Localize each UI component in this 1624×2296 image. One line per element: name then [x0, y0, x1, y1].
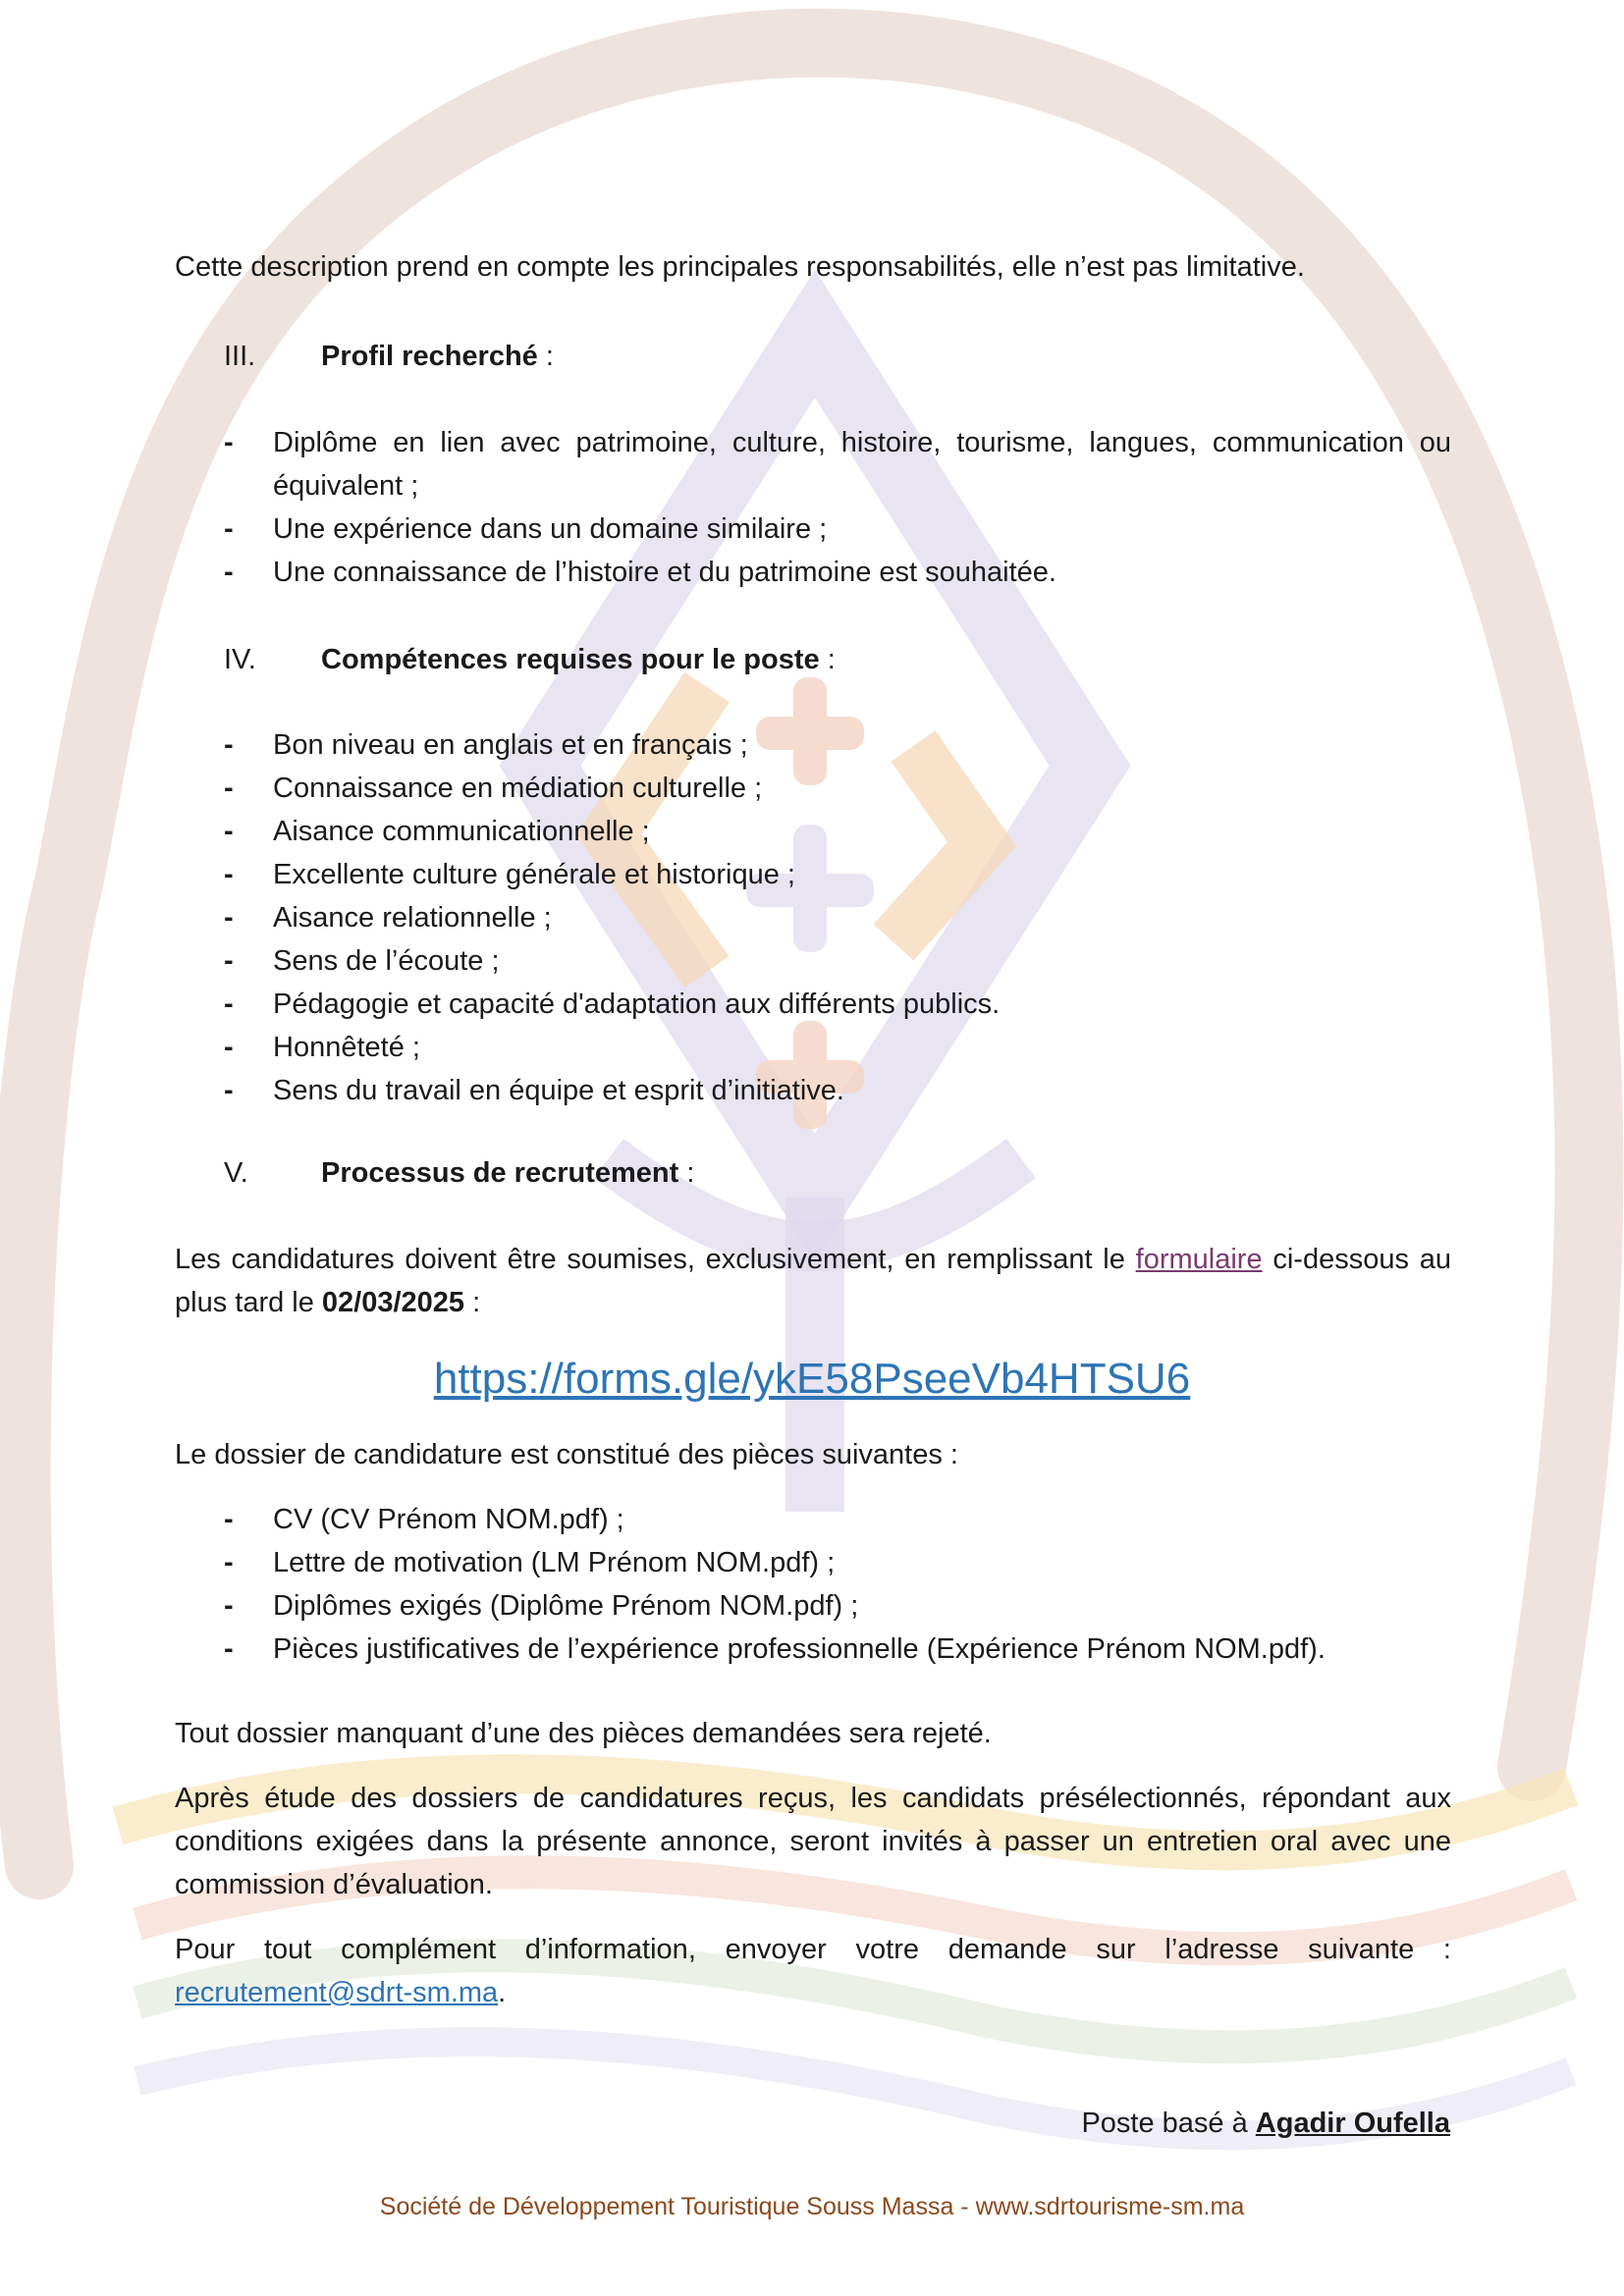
list-item: - Une connaissance de l’histoire et du patrimoine est souhaitée. — [224, 557, 1056, 588]
list-item: - Sens de l’écoute ; — [224, 945, 500, 977]
deadline-date: 02/03/2025 — [321, 1287, 465, 1318]
section-title: Profil recherché : — [321, 341, 554, 372]
list-item: - Excellente culture générale et historique ; — [224, 859, 795, 890]
list-item: - Bon niveau en anglais et en français ; — [224, 729, 748, 761]
list-item: - Diplôme en lien avec patrimoine, culture, histoire, tourisme, langues, communication ou équivalent ; — [224, 427, 1451, 502]
candidature-paragraph: Les candidatures doivent être soumises, exclusivement, en remplissant le formulaire ci-dessous au plus tard le 02/03/2025 : — [175, 1244, 1451, 1318]
poste-location: Poste basé à Agadir Oufella — [1081, 2108, 1450, 2139]
contact-paragraph: Pour tout complément d’information, envoyer votre demande sur l’adresse suivante : recrutement@sdrt-sm.ma. — [175, 1934, 1451, 2008]
list-item: - Aisance relationnelle ; — [224, 902, 552, 934]
form-url-link[interactable]: https://forms.gle/ykE58PseeVb4HTSU6 — [433, 1355, 1191, 1403]
section-title: Compétences requises pour le poste : — [321, 644, 836, 675]
list-item: - Lettre de motivation (LM Prénom NOM.pdf) ; — [224, 1547, 836, 1578]
list-item: - Une expérience dans un domaine similaire ; — [224, 513, 828, 545]
list-item: - Pédagogie et capacité d'adaptation aux différents publics. — [224, 988, 1001, 1020]
apres-paragraph: Après étude des dossiers de candidatures reçus, les candidats présélectionnés, répondant aux conditions exigées dans la présente annonce, seront invités à passer un entretien oral avec une commission d’évaluation. — [175, 1783, 1451, 1900]
page-footer: Société de Développement Touristique Souss Massa - www.sdrtourisme-sm.ma — [379, 2193, 1245, 2220]
section-number: III. — [224, 341, 256, 372]
profil-list — [0, 421, 1624, 594]
list-item: - Connaissance en médiation culturelle ; — [224, 773, 763, 804]
pieces-list — [0, 1498, 1624, 1671]
list-item: - Pièces justificatives de l’expérience professionnelle (Expérience Prénom NOM.pdf). — [224, 1633, 1326, 1665]
dossier-intro: Le dossier de candidature est constitué des pièces suivantes : — [175, 1439, 958, 1470]
list-item: - Honnêteté ; — [224, 1032, 420, 1063]
section-number: V. — [224, 1157, 248, 1189]
section-number: IV. — [224, 644, 256, 675]
intro-paragraph: Cette description prend en compte les principales responsabilités, elle n’est pas limitative. — [175, 251, 1305, 283]
list-item: - CV (CV Prénom NOM.pdf) ; — [224, 1504, 624, 1535]
list-item: - Diplômes exigés (Diplôme Prénom NOM.pdf) ; — [224, 1590, 859, 1622]
list-item: - Aisance communicationnelle ; — [224, 816, 650, 847]
email-link[interactable]: recrutement@sdrt-sm.ma — [175, 1977, 499, 2008]
list-item: - Sens du travail en équipe et esprit d’initiative. — [224, 1075, 844, 1106]
section-title: Processus de recrutement : — [321, 1157, 695, 1189]
location-name: Agadir Oufella — [1255, 2108, 1450, 2139]
formulaire-link[interactable]: formulaire — [1135, 1244, 1263, 1275]
competences-list — [0, 723, 1624, 1112]
rejet-paragraph: Tout dossier manquant d’une des pièces demandées sera rejeté. — [175, 1718, 992, 1749]
